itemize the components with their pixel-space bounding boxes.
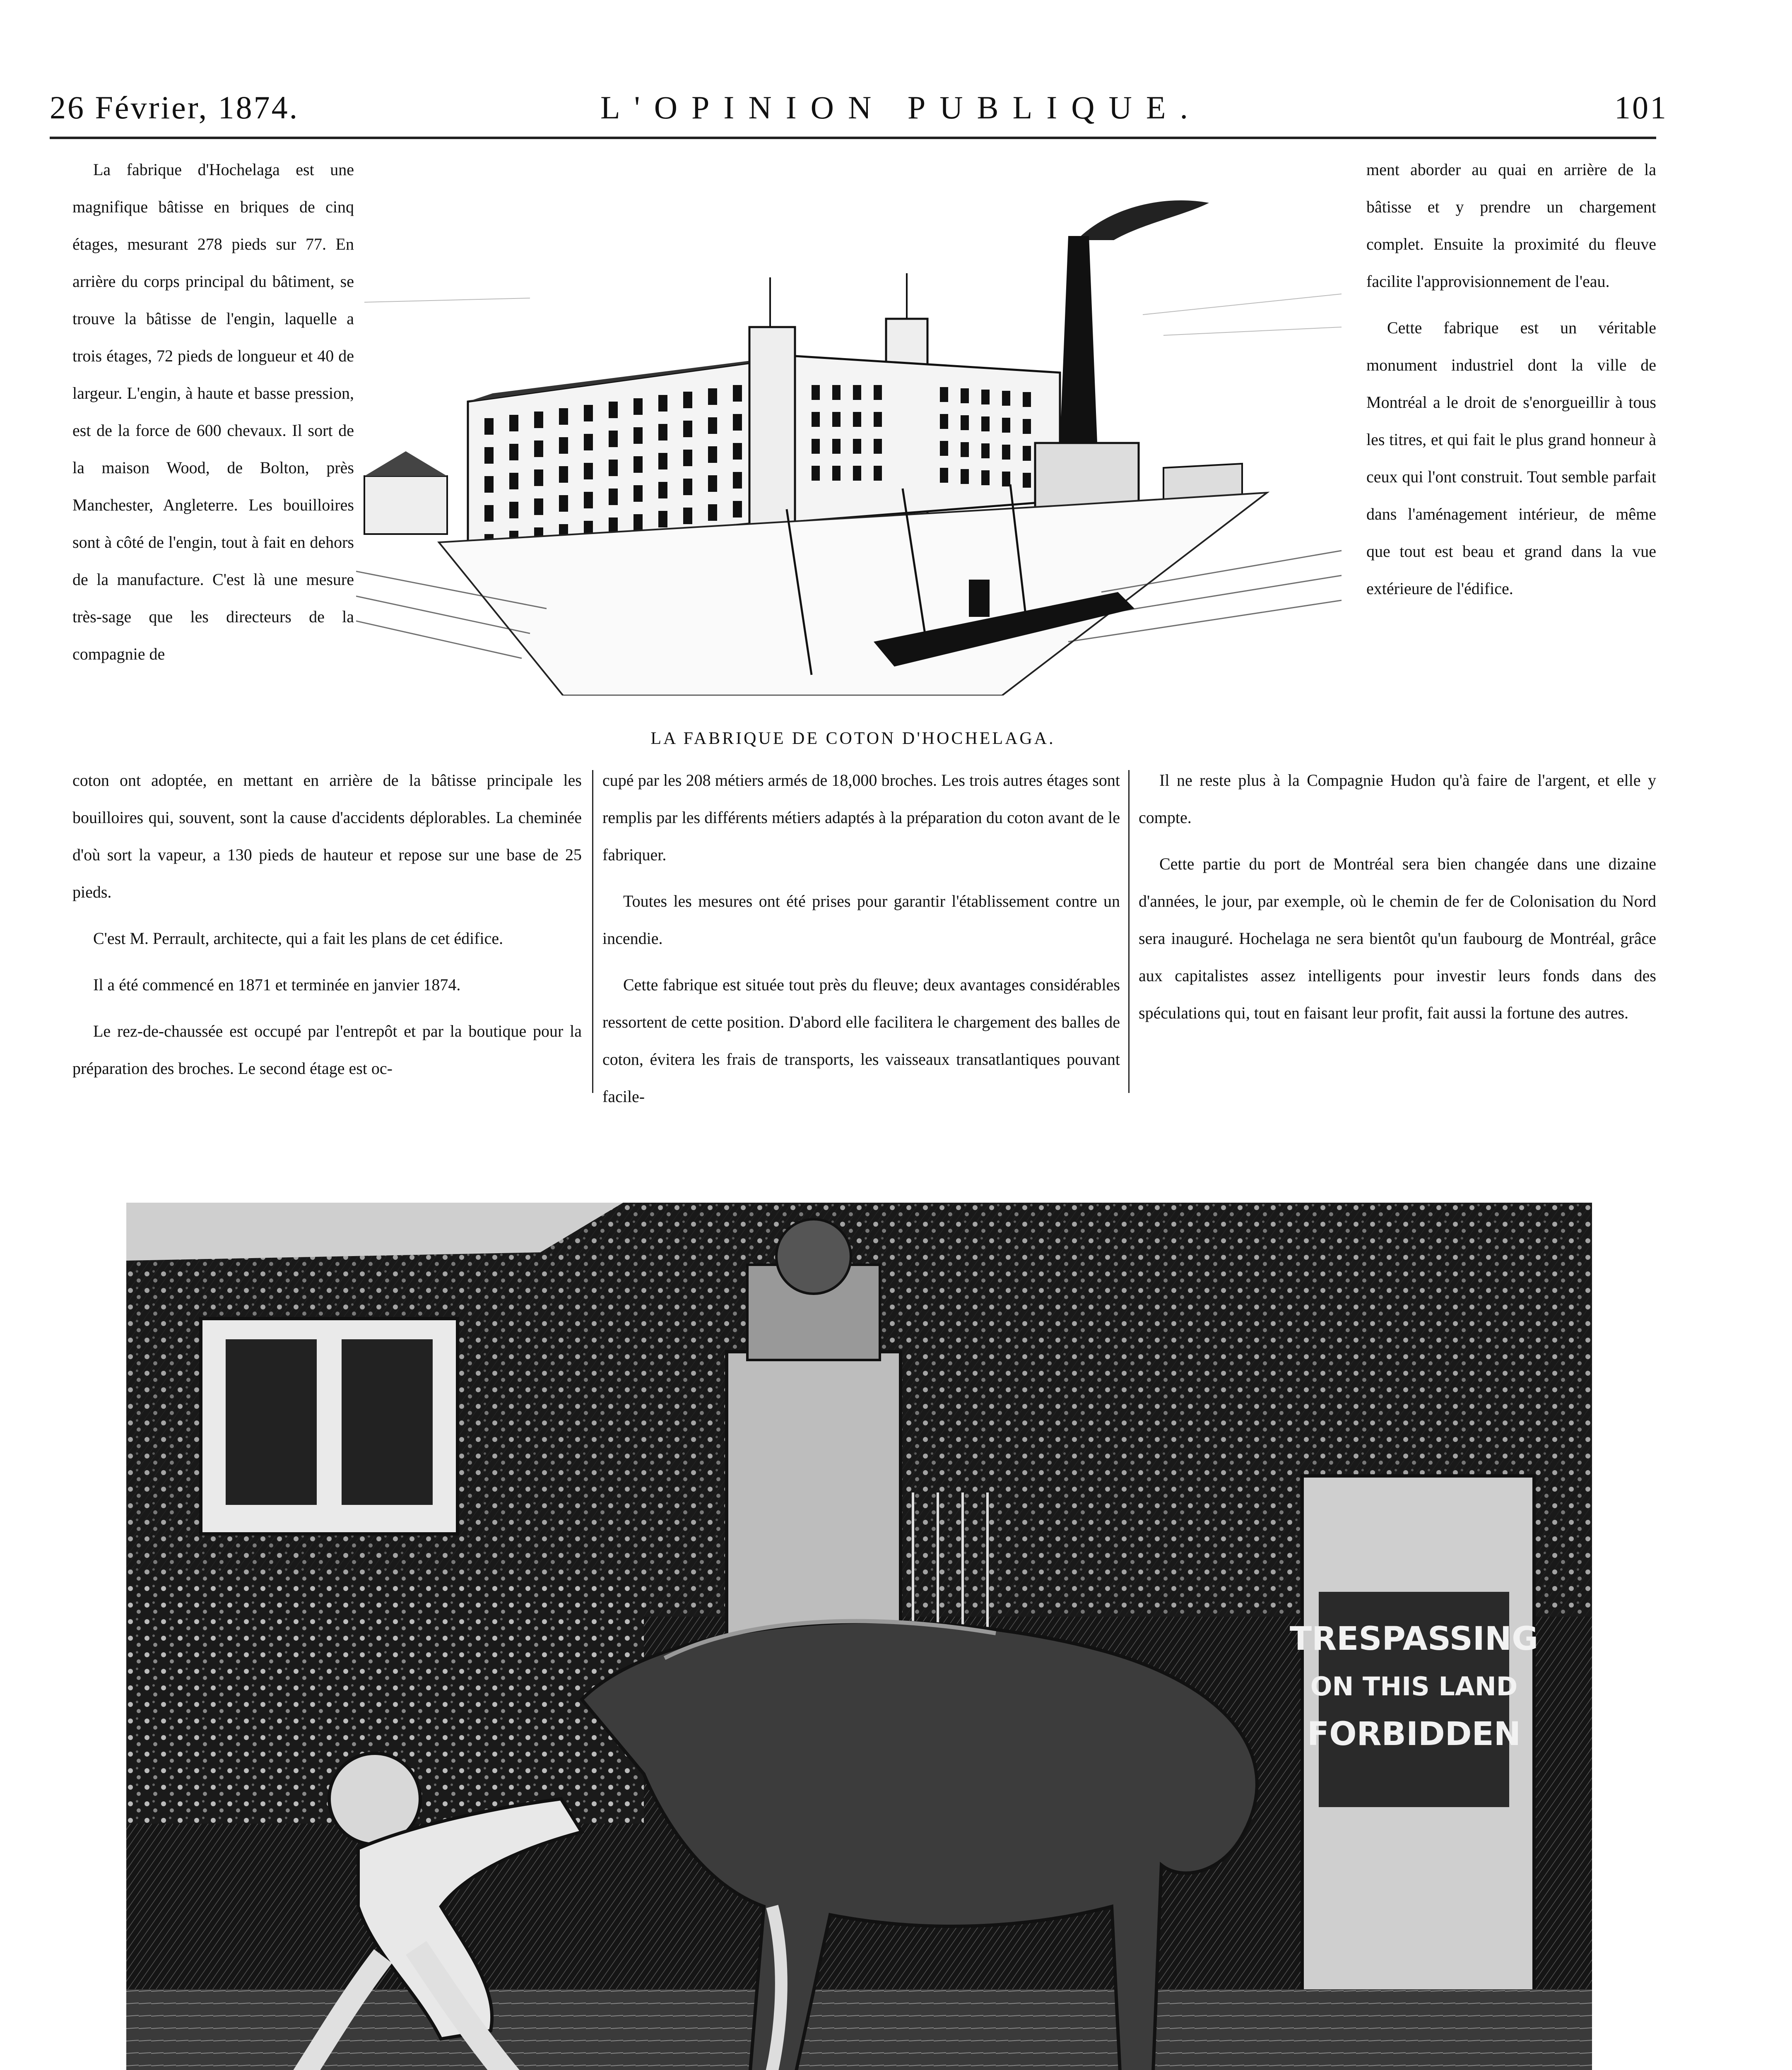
masthead-date: 26 Février, 1874. [50,89,299,125]
top-left-column [72,151,354,682]
masthead [0,89,1792,135]
sign-line-1: TRESPASSING [1289,1620,1539,1658]
column-rule [1128,770,1130,1093]
figure-caption-factory: LA FABRIQUE DE COTON D'HOCHELAGA. [650,729,1055,748]
column-rule [592,770,593,1093]
masthead-rule [50,137,1656,139]
paragraph: Cette fabrique est située tout près du fleuve; deux avantages considérables ressortent de cette position. D'abord elle facilitera le chargement des balles de coton, évitera les frais de transports, les vaisseaux transatlantiques pouvant facile- [602,975,1120,1106]
boy-and-dog-illustration [126,1203,1592,2070]
paragraph: Cette partie du port de Montréal sera bien changée dans une dizaine d'années, le jour, par exemple, où le chemin de fer de Colonisation du Nord sera inauguré. Hochelaga ne sera bientôt qu'un faubourg de Montréal, grâce aux capitalistes assez intelligents pour investir leurs fonds dans des spéculations qui, tout en faisant leur profit, fait aussi la fortune des autres. [1139,854,1656,1022]
paragraph: Cette fabrique est un véritable monument industriel dont la ville de Montréal a le droit de s'enorgueillir à tous les titres, et qui fait le plus grand honneur à ceux qui l'ont construit. Tout semble parfait dans l'aménagement intérieur, de même que tout est beau et grand dans la vue extérieure de l'édifice. [1366,318,1656,598]
paragraph: La fabrique d'Hochelaga est une magnifique bâtisse en briques de cinq étages, mesurant 278 pieds sur 77. En arrière du corps principal du bâtiment, se trouve la bâtisse de l'engin, laquelle a trois étages, 72 pieds de longueur et 40 de largeur. L'engin, à haute et basse pression, est de la force de 600 chevaux. Il sort de la maison Wood, de Bolton, près Manchester, Angleterre. Les bouilloires sont à côté de l'engin, tout à fait en dehors de la manufacture. C'est là une mesure très-sage que les directeurs de la compagnie de [72,160,354,663]
sign-line-3: FORBIDDEN [1307,1716,1521,1753]
paragraph: Toutes les mesures ont été prises pour garantir l'établissement contre un incendie. [602,892,1120,948]
paragraph: coton ont adoptée, en mettant en arrière de la bâtisse principale les bouilloires qui, souvent, sont la cause d'accidents déplorables. La cheminée d'où sort la vapeur, a 130 pieds de hauteur et repose sur une base de 25 pieds. [72,771,582,901]
masthead-title: L'OPINION PUBLIQUE. [600,89,1202,125]
factory-illustration [356,178,1350,696]
column-3 [1139,762,1656,1041]
page-number: 101 [1614,89,1668,125]
top-right-column [1366,151,1656,616]
paragraph: Il a été commencé en 1871 et terminée en janvier 1874. [93,975,461,994]
paragraph: C'est M. Perrault, architecte, qui a fait les plans de cet édifice. [93,929,503,948]
sign-line-2: ON THIS LAND [1310,1671,1518,1702]
column-1 [72,762,582,1096]
paragraph: Le rez-de-chaussée est occupé par l'entrepôt et par la boutique pour la préparation des broches. Le second étage est oc- [72,1022,582,1078]
column-2 [602,762,1120,1124]
paragraph: cupé par les 208 métiers armés de 18,000 broches. Les trois autres étages sont remplis par les différents métiers adaptés à la préparation du coton avant de le fabriquer. [602,771,1120,864]
paragraph: Il ne reste plus à la Compagnie Hudon qu'à faire de l'argent, et elle y compte. [1139,771,1656,827]
paragraph: ment aborder au quai en arrière de la bâtisse et y prendre un chargement complet. Ensuite la proximité du fleuve facilite l'approvisionnement de l'eau. [1366,160,1656,291]
